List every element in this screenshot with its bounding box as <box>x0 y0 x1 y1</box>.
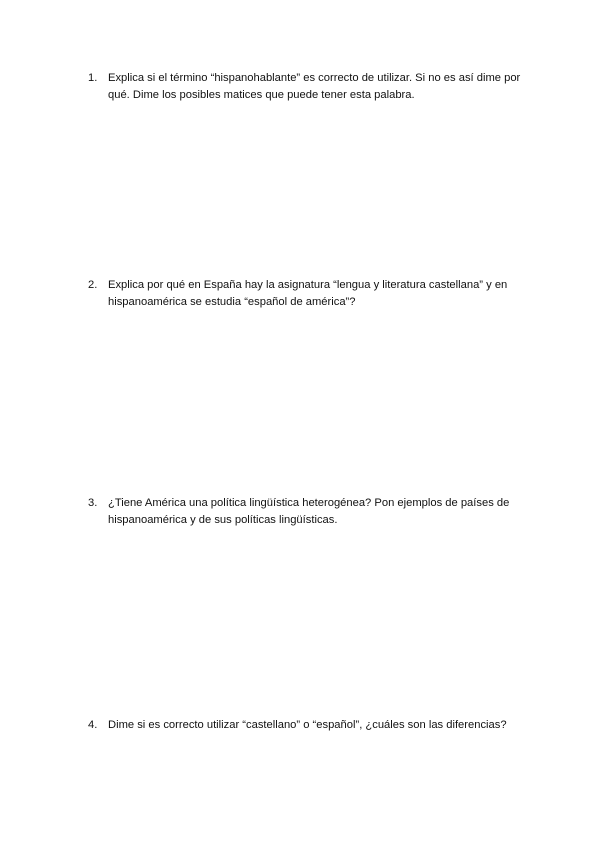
question-number: 1. <box>88 72 98 84</box>
question-text: ¿Tiene América una política lingüística heterogénea? Pon ejemplos de países de hispanoamérica y de sus políticas lingüísticas. <box>108 497 510 526</box>
question-number: 4. <box>88 719 98 731</box>
question-4 <box>88 717 528 734</box>
question-text: Explica por qué en España hay la asignatura “lengua y literatura castellana” y en hispanoamérica se estudia “español de américa”? <box>108 279 508 308</box>
question-2 <box>88 277 528 311</box>
question-text: Dime si es correcto utilizar “castellano” o “español”, ¿cuáles son las diferencias? <box>108 719 507 731</box>
question-text: Explica si el término “hispanohablante” es correcto de utilizar. Si no es así dime por qué. Dime los posibles matices que puede tener esta palabra. <box>108 72 521 101</box>
question-1 <box>88 70 528 104</box>
question-3 <box>88 495 528 529</box>
question-number: 3. <box>88 497 98 509</box>
question-number: 2. <box>88 279 98 291</box>
